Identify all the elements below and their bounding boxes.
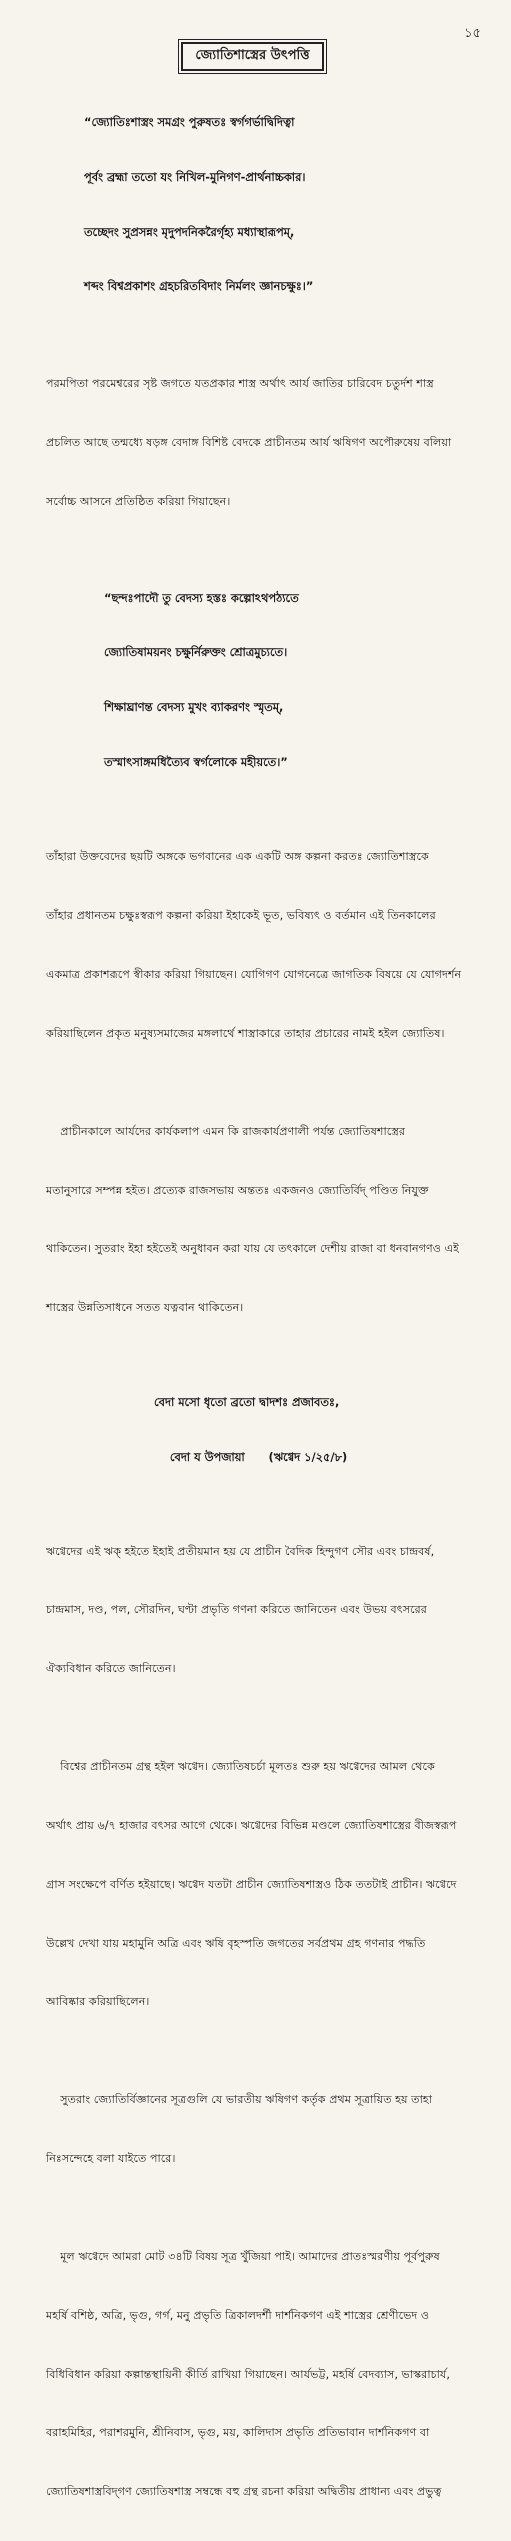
verse-line: শব্দং বিশ্বপ্রকাশং গ্রহচরিতবিদাং নির্মলং জ্ঞানচক্ষুঃ।” bbox=[84, 279, 314, 294]
text-line: পরমপিতা পরমেশ্বরের সৃষ্ট জগতে যতপ্রকার শাস্ত্র অর্থাৎ আর্য জাতির চারিবেদ চতুর্দশ শাস্ত্র bbox=[46, 377, 434, 391]
verse-block-3 bbox=[154, 1357, 489, 1503]
text-line: সুতরাং জ্যোতির্বিজ্ঞানের সূত্রগুলি যে ভারতীয় ঋষিগণ কর্তৃক প্রথম সূত্রায়িত হয় তাহা bbox=[46, 2093, 432, 2107]
verse-line: “ছন্দঃপাদৌ তু বেদস্য হস্তঃ কল্পোঽথপঠ্যতে bbox=[104, 590, 299, 605]
text-line: তাঁহারা উক্তবেদের ছয়টি অঙ্গকে ভগবানের এক একটি অঙ্গ কল্পনা করতঃ জ্যোতিশাস্ত্রকে bbox=[46, 850, 429, 864]
text-line: বিশ্বের প্রাচীনতম গ্রন্থ হইল ঋগ্বেদ। জ্যোতিষচর্চা মূলতঃ শুরু হয় ঋগ্বেদের আমল থেকে bbox=[46, 1760, 435, 1774]
verse-line: বেদা মসো ধৃতো ব্রতো দ্বাদশঃ প্রজাবতঃ, bbox=[154, 1395, 340, 1410]
paragraph-4 bbox=[46, 1502, 489, 1718]
verse-line: শিক্ষাঘ্রাণন্ত বেদস্য মুখং ব্যাকরণং স্মৃতম্‌, bbox=[104, 700, 284, 714]
text-line: গ্রাস সংক্ষেপে বর্ণিত হইয়াছে। ঋগ্বেদ যতটা প্রাচীন জ্যোতিষশাস্ত্রও ঠিক ততটাই প্রাচীন। ঋগ্বেদে bbox=[46, 1877, 457, 1891]
verse-line: তস্মাৎসাঙ্গমধিত্যৈব স্বর্গলোকে মহীয়তে।” bbox=[104, 754, 288, 769]
text-line: বরাহমিহির, পরাশরমুনি, শ্রীনিবাস, ভৃগু, ময়, কালিদাস প্রভৃতি প্রতিভাবান দার্শনিকগণ বা bbox=[46, 2426, 430, 2440]
text-line: মতানুসারে সম্পন্ন হইত। প্রত্যেক রাজসভায় অন্ততঃ একজনও জ্যোতির্বিদ্‌ পণ্ডিত নিযুক্ত bbox=[46, 1183, 429, 1197]
verse-line: “জ্যোতিঃশাস্ত্রং সমগ্রং পুরুষতঃ স্বর্গগর্ভাদ্বিদিত্বা bbox=[84, 115, 295, 130]
verse-line: বেদা য উপজায়া (ঋগ্বেদ ১/২৫/৮) bbox=[154, 1449, 348, 1464]
text-line: উল্লেখ দেখা যায় মহামুনি অত্রি এবং ঋষি বৃহস্পতি জগতের সর্বপ্রথম গ্রহ গণনার পদ্ধতি bbox=[46, 1936, 426, 1950]
text-line: চান্দ্রমাস, দণ্ড, পল, সৌরদিন, ঘণ্টা প্রভৃতি গণনা করিতে জানিতেন এবং উভয় বৎসরের bbox=[46, 1603, 427, 1617]
text-line: জ্যোতিষশাস্ত্রবিদ্‌গণ জ্যোতিষশাস্ত্র সম্বন্ধে বহু গ্রন্থ রচনা করিয়া অদ্বিতীয় প্রাধান্য এবং প্রভুত্ব bbox=[46, 2485, 442, 2499]
text-line: প্রচলিত আছে তন্মধ্যে ষড়ঙ্গ বেদাঙ্গ বিশিষ্ট বেদকে প্রাচীনতম আর্য ঋষিগণ অপৌরুষেয় বলিয়া bbox=[46, 435, 452, 449]
verse-line: জ্যোতিষাময়নং চক্ষুর্নিরুক্তং শ্রোত্রমুচ্যতে। bbox=[104, 645, 288, 660]
text-line: ঋগ্বেদের এই ঋক্‌ হইতে ইহাই প্রতীয়মান হয় যে প্রাচীন বৈদিক হিন্দুগণ সৌর এবং চান্দ্রবর্ষ, bbox=[46, 1544, 435, 1558]
verse-block-2 bbox=[104, 552, 489, 807]
text-line: থাকিতেন। সুতরাং ইহা হইতেই অনুধাবন করা যায় যে তৎকালে দেশীয় রাজা বা ধনবানগণও এই bbox=[46, 1242, 459, 1256]
text-line: বিধিবিধান করিয়া কল্পান্তস্থায়িনী কীর্তি রাখিয়া গিয়াছেন। আর্যভট্ট, মহর্ষি বেদব্যাস, ভাস্করাচার্য, bbox=[46, 2367, 450, 2381]
text-line: করিয়াছিলেন প্রকৃত মনুষ্যসমাজের মঙ্গলার্থে শাস্ত্রাকারে তাহার প্রচারের নামই হইল জ্যোতিষ। bbox=[46, 1026, 445, 1040]
paragraph-2 bbox=[46, 808, 489, 1082]
text-line: একমাত্র প্রকাশরূপে স্বীকার করিয়া গিয়াছেন। যোগিগণ যোগনেত্রে জাগতিক বিষয়ে যে যোগদর্শন bbox=[46, 967, 462, 981]
title-box bbox=[16, 0, 489, 71]
paragraph-1 bbox=[46, 335, 489, 551]
text-line: মূল ঋগ্বেদে আমরা মোট ৩৪টি বিষয় সূত্র খুঁজিয়া পাই। আমাদের প্রাতঃস্মরণীয় পূর্বপুরুষ bbox=[46, 2250, 440, 2264]
text-line: মহর্ষি বশিষ্ঠ, অত্রি, ভৃগু, গর্গ, মনু প্রভৃতি ত্রিকালদর্শী দার্শনিকগণ এই শাস্ত্রের শ্রেণীভেদ ও bbox=[46, 2308, 430, 2322]
paragraph-3 bbox=[46, 1083, 489, 1357]
text-line: সর্বোচ্চ আসনে প্রতিষ্ঠিত করিয়া গিয়াছেন। bbox=[46, 494, 231, 508]
text-line: শাস্ত্রের উন্নতিসাধনে সতত যত্নবান থাকিতেন। bbox=[46, 1301, 244, 1315]
text-line: ঐক্যবিধান করিতে জানিতেন। bbox=[46, 1662, 176, 1676]
verse-line: তচ্ছেদং সুপ্রসন্নং মৃদুপদনিকরৈর্গৃহ্য মধ্যাস্থারূপম্‌, bbox=[84, 224, 295, 239]
text-line: তাঁহার প্রধানতম চক্ষুঃস্বরূপ কল্পনা করিয়া ইহাকেই ভূত, ভবিষ্যৎ ও বর্তমান এই তিনকালের bbox=[46, 909, 436, 923]
text-line: নিঃসন্দেহে বলা যাইতে পারে। bbox=[46, 2152, 176, 2166]
text-line: আবিষ্কার করিয়াছিলেন। bbox=[46, 1995, 150, 2009]
paragraph-5 bbox=[46, 1718, 489, 2051]
page-number: ১৫ bbox=[464, 26, 481, 41]
text-line: অর্থাৎ প্রায় ৬/৭ হাজার বৎসর আগে থেকে। ঋগ্বেদের বিভিন্ন মণ্ডলে জ্যোতিষশাস্ত্রের বীজস্বরূপ bbox=[46, 1818, 457, 1832]
chapter-title: জ্যোতিশাস্ত্রের উৎপত্তি bbox=[181, 42, 323, 71]
verse-line: পূর্বং ব্রহ্মা ততো যং নিখিল-মুনিগণ-প্রার্থনাচ্চকার। bbox=[84, 170, 306, 185]
verse-block-1 bbox=[84, 77, 489, 332]
paragraph-6 bbox=[46, 2051, 489, 2208]
paragraph-7 bbox=[46, 2208, 489, 2541]
text-line: প্রাচীনকালে আর্যদের কার্যকলাপ এমন কি রাজকার্যপ্রণালী পর্যন্ত জ্যোতিষশাস্ত্রের bbox=[46, 1124, 406, 1138]
